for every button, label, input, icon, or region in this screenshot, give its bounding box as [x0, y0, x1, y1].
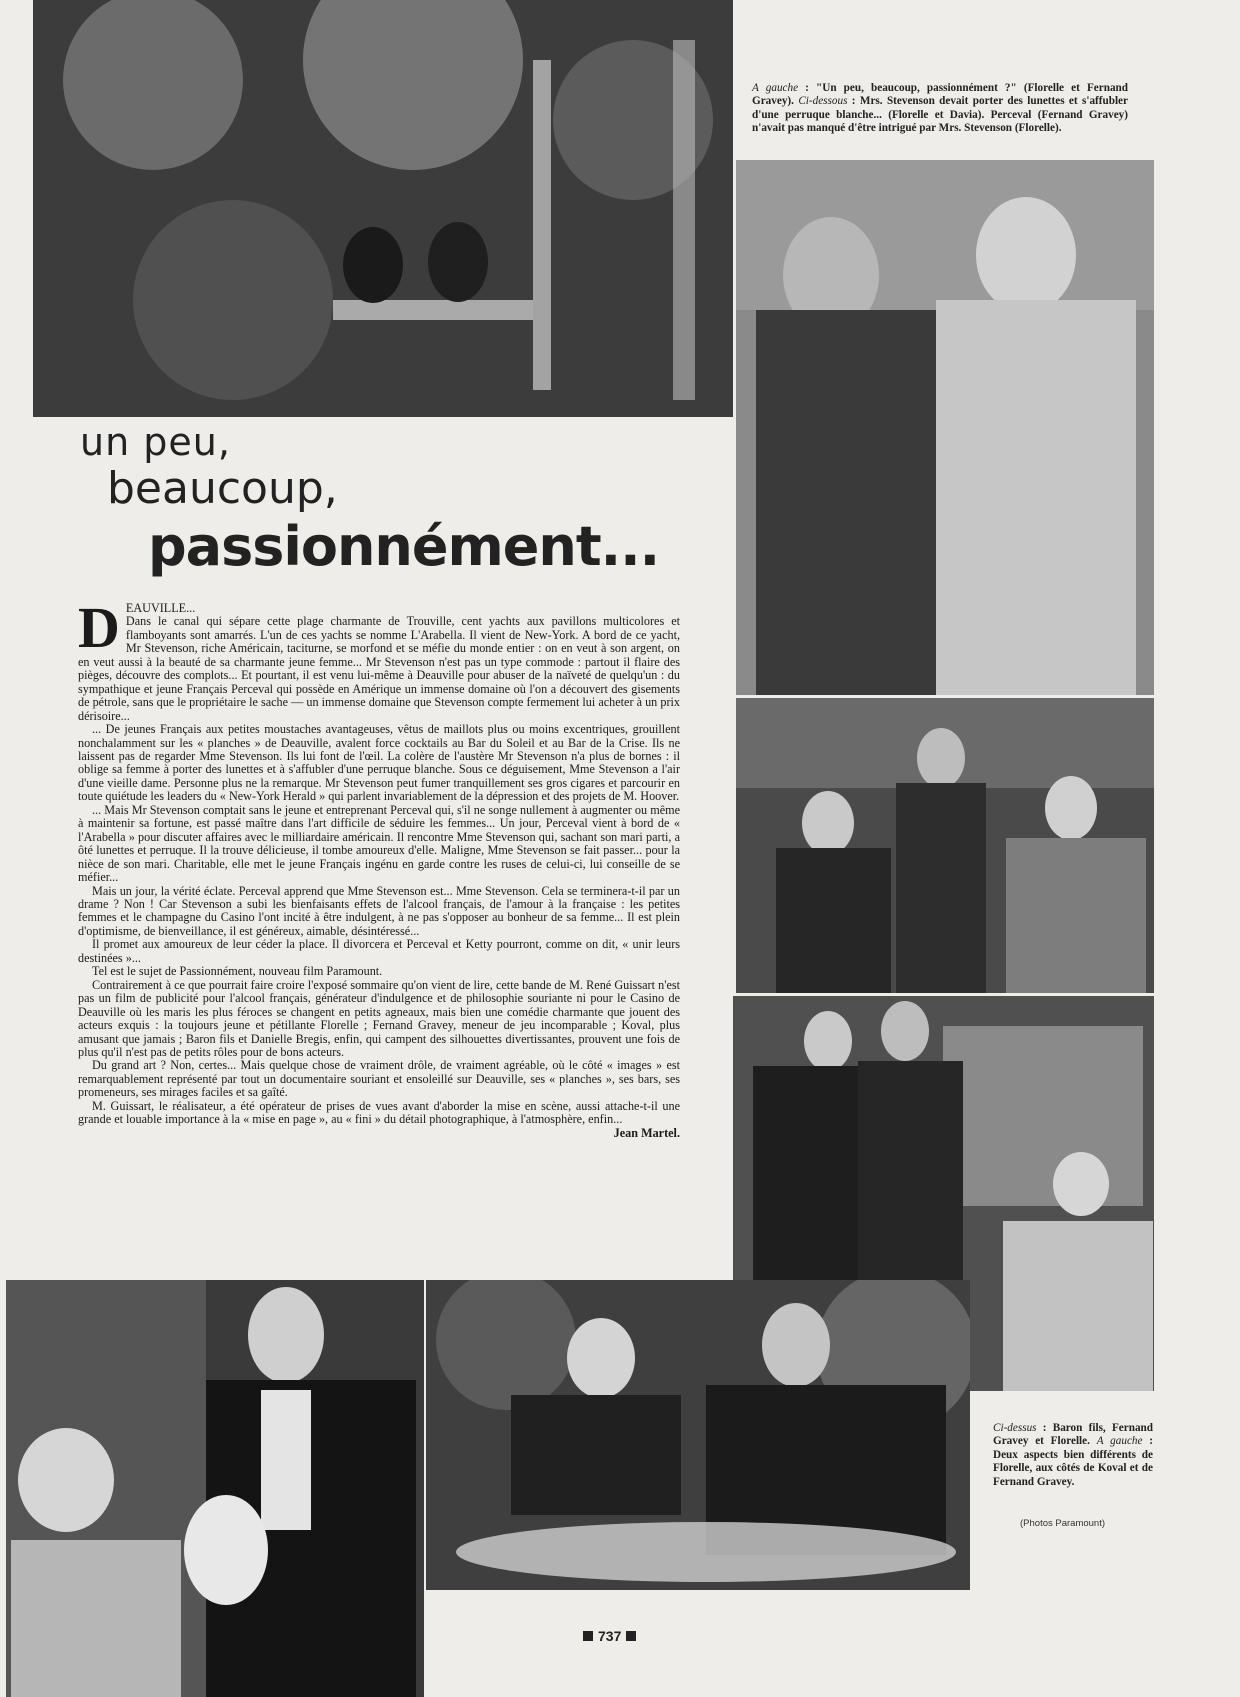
caption-label: A gauche — [752, 82, 799, 94]
article-paragraph: ... De jeunes Français aux petites moustaches avantageuses, vêtus de maillots plus ou moins excentriques, grouillent nonchalamment sur les « planches » de Deauville, avalent force cocktails au Bar du Soleil et au Bar de la Crise. Ils ne laissent pas de regarder Mme Stevenson. Ils lui font de l'œil. La colère de l'austère Mr Stevenson n'a plus de bornes : il oblige sa femme à porter des lunettes et à s'affubler d'une perruque blanche. Sous ce déguisement, Mme Stevenson a l'air d'une vieille dame. Personne plus ne la remarque. Mr Stevenson peut fumer tranquillement ses gros cigares et parcourir en toute quiétude les leaders du « New-York Herald » qui parlent invariablement de la dépression et des projets de M. Hoover. — [78, 722, 680, 804]
caption-text: : "Un peu, beaucoup, passionnément ?" (Florelle et Fernand Gravey). — [752, 82, 1128, 108]
caption-text: : Mrs. Stevenson devait porter des lunettes et s'affubler d'une perruque blanche... (Florelle et Davia). Perceval (Fernand Gravey) n'avait pas manqué d'être intrigué par Mrs. Stevenson (Florelle). — [752, 95, 1128, 135]
square-bullet-icon — [626, 1631, 636, 1641]
article-paragraph: Contrairement à ce que pourrait faire croire l'exposé sommaire qu'on vient de lire, cette bande de M. René Guissart n'est pas un film de publicité pour l'alcool français, générateur d'indulgence et de philosophie souriante ni pour le Casino de Deauville où les maris les plus féroces se changent en petits agneaux, mais bien une comédie charmante que jouent des acteurs exquis : la toujours jeune et pétillante Florelle ; Fernand Gravey, meneur de jeu incomparable ; Koval, plus amusant que jamais ; Baron fils et Danielle Bregis, enfin, qui campent des silhouettes divertissantes, prouvent une fois de plus qu'il n'est pas de petits rôles pour de bons acteurs. — [78, 977, 680, 1059]
page-number: 737 — [598, 1628, 622, 1644]
caption-text: : Baron fils, Fernand Gravey et Florelle. — [993, 1422, 1153, 1448]
garden-arbor-photo — [33, 0, 733, 417]
two-women-sofa-photo — [736, 160, 1154, 695]
page-number-block — [578, 1628, 641, 1644]
caption-label: Ci-dessous — [798, 95, 848, 108]
caption-text: : Deux aspects bien différents de Florelle, aux côtés de Koval et de Fernand Gravey. — [993, 1435, 1153, 1488]
article-paragraph: ... Mais Mr Stevenson comptait sans le jeune et entreprenant Perceval qui, s'il ne songe nullement à augmenter ou même à maintenir sa fortune, est passé maître dans l'art difficile de séduire les femmes... Un jour, Perceval vient à bord de « l'Arabella » pour discuter affaires avec le milliardaire américain. Il rencontre Mme Stevenson qui, sachant son mari parti, a ôté lunettes et perruque. Il la trouve délicieuse, il tombe amoureux d'elle. Maligne, Mme Stevenson se fait passer... pour la nièce de son mari. Charitable, elle met le jeune Français ingénu en garde contre les ruses de celui-ci, lui conseille de se méfier... — [78, 802, 680, 885]
article-paragraph: Mais un jour, la vérité éclate. Perceval apprend que Mme Stevenson est... Mme Stevenson. Cela se terminera-t-il par un drame ? Non ! Car Stevenson a subi les bienfaisants effets de l'alcool français, de l'amour à la française : les petites femmes et le champagne du Casino l'ont incité à être indulgent, à ne pas s'opposer au bonheur de sa femme... Il est plein d'optimisme, de bienveillance, il est généreux, aimable, désintéressé... — [78, 883, 680, 938]
article-author: Jean Martel. — [613, 1125, 680, 1140]
photo-credit: (Photos Paramount) — [1020, 1518, 1106, 1529]
title-line-1: un peu, — [80, 420, 231, 464]
square-bullet-icon — [583, 1631, 593, 1641]
title-line-3: passionnément... — [148, 515, 660, 578]
article-paragraph — [78, 595, 680, 723]
caption-bottom — [993, 1422, 1153, 1489]
article-text: Dans le canal qui sépare cette plage charmante de Trouville, cent yachts aux pavillons multicolores et flamboyants sont amarrés. L'un de ces yachts se nomme L'Arabella. Il vient de New-York. A bord de ce yacht, Mr Stevenson, riche Américain, taciturne, se morfond et se méfie du monde entier : on en veut à son argent, on en veut aussi à la beauté de sa charmante jeune femme... Mr Stevenson n'est pas un type commode : partout il flaire des pièges, découvre des complots... Et pourtant, il est venu lui-même à Deauville pour abuser de la naïveté de quelqu'un : du sympathique et jeune Français Perceval qui possède en Amérique un immense domaine où l'on a découvert des gisements de pétrole, sans que le propriétaire le sache — un immense domaine que Stevenson compte fermement lui acheter à un prix dérisoire... — [78, 614, 680, 723]
dateline: EAUVILLE... — [125, 601, 196, 615]
article-paragraph: Tel est le sujet de Passionnément, nouveau film Paramount. — [92, 964, 383, 979]
caption-label: Ci-dessus — [993, 1422, 1037, 1434]
title-line-2: beaucoup, — [107, 463, 338, 514]
article-paragraph: M. Guissart, le réalisateur, a été opérateur de prises de vues avant d'aborder la mise en scène, aussi attache-t-il une grande et louable importance à la « mise en page », au « fini » du détail photographique, à l'atmosphère, enfin... — [78, 1098, 680, 1127]
couple-cafe-table-photo — [426, 1280, 970, 1590]
article-body — [78, 595, 680, 1140]
drop-cap: D — [78, 595, 120, 660]
caption-label: A gauche — [1096, 1435, 1143, 1448]
group-seated-photo — [736, 698, 1154, 993]
tuxedo-man-woman-photo — [6, 1280, 424, 1697]
article-paragraph: Il promet aux amoureux de leur céder la place. Il divorcera et Perceval et Ketty pourront, comme on dit, « unir leurs destinées »... — [78, 937, 680, 965]
article-paragraph: Du grand art ? Non, certes... Mais quelque chose de vraiment drôle, de vraiment agréable, où le côté « images » est remarquablement représenté par tout un documentaire souriant et ensoleillé sur Deauville, ses « planches », ses bars, ses promeneurs, ses mirages faciles et sa gaîté. — [78, 1058, 680, 1100]
caption-top — [752, 82, 1128, 136]
